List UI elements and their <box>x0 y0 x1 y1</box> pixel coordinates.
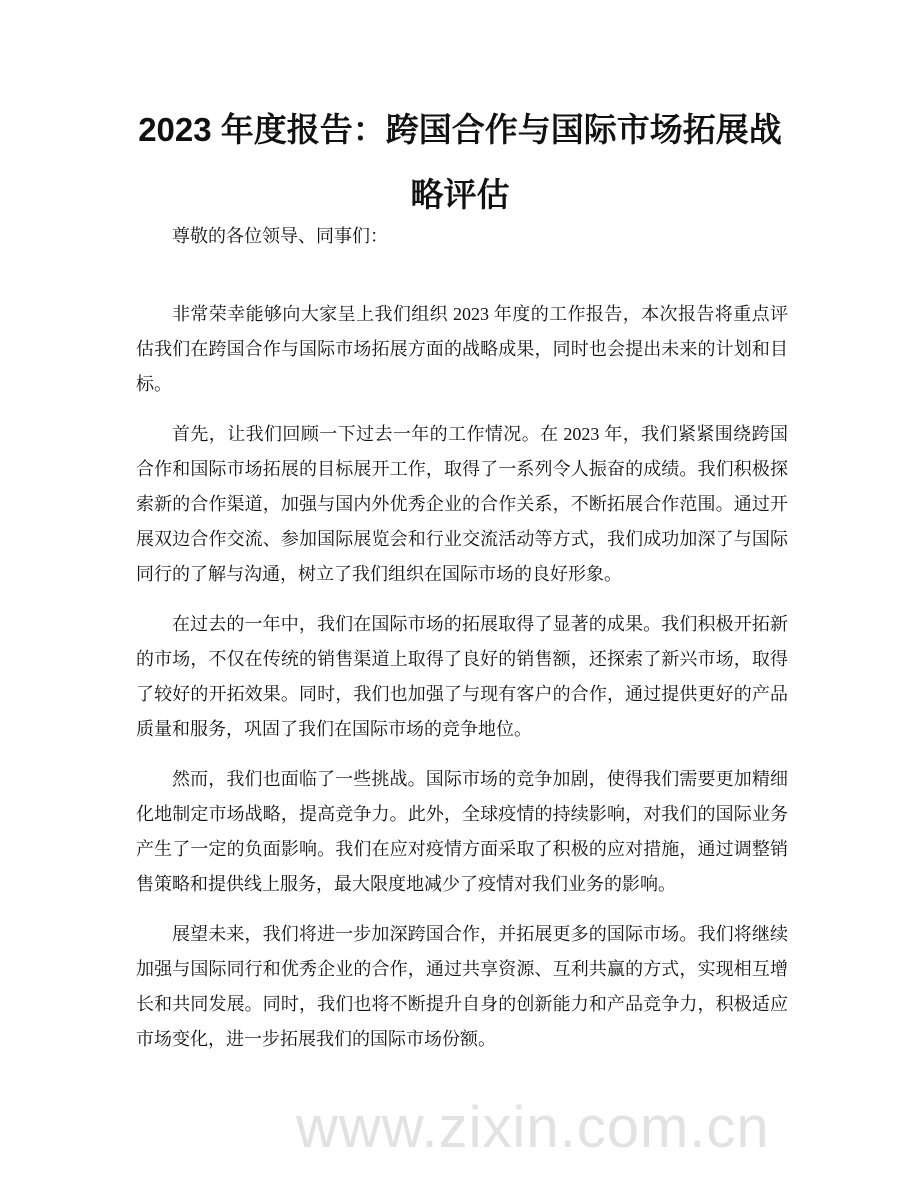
paragraph-line: 展双边合作交流、参加国际展览会和行业交流活动等方式，我们成功加深了与国际 <box>136 529 788 549</box>
paragraph-line: 在过去的一年中，我们在国际市场的拓展取得了显著的成果。我们积极开拓新 <box>172 614 788 634</box>
paragraphs <box>136 297 788 1072</box>
salutation: 尊敬的各位领导、同事们： <box>172 226 388 246</box>
paragraph-line: 市场变化，进一步拓展我们的国际市场份额。 <box>136 1029 496 1049</box>
title-line: 2023 年度报告：跨国合作与国际市场拓展战 <box>138 111 782 148</box>
paragraph-line: 同行的了解与沟通，树立了我们组织在国际市场的良好形象。 <box>136 564 622 584</box>
paragraph-line: 质量和服务，巩固了我们在国际市场的竞争地位。 <box>136 719 532 739</box>
paragraph-line: 索新的合作渠道，加强与国内外优秀企业的合作关系，不断拓展合作范围。通过开 <box>136 494 788 514</box>
paragraph-line: 标。 <box>136 374 172 394</box>
paragraph <box>136 762 788 902</box>
paragraph-line: 售策略和提供线上服务，最大限度地减少了疫情对我们业务的影响。 <box>136 874 676 894</box>
paragraph-line: 长和共同发展。同时，我们也将不断提升自身的创新能力和产品竞争力，积极适应 <box>136 994 788 1014</box>
paragraph-line: 了较好的开拓效果。同时，我们也加强了与现有客户的合作，通过提供更好的产品 <box>136 684 788 704</box>
paragraph-line: 化地制定市场战略，提高竞争力。此外，全球疫情的持续影响，对我们的国际业务 <box>136 804 788 824</box>
paragraph-line: 首先，让我们回顾一下过去一年的工作情况。在 2023 年，我们紧紧围绕跨国 <box>172 424 788 444</box>
title-line: 略评估 <box>410 176 510 213</box>
paragraph <box>136 417 788 592</box>
watermark: www.zixin.com.cn <box>296 1095 770 1160</box>
paragraph-line: 估我们在跨国合作与国际市场拓展方面的战略成果，同时也会提出未来的计划和目 <box>136 339 788 359</box>
paragraph-line: 产生了一定的负面影响。我们在应对疫情方面采取了积极的应对措施，通过调整销 <box>136 839 788 859</box>
paragraph-line: 的市场，不仅在传统的销售渠道上取得了良好的销售额，还探索了新兴市场，取得 <box>136 649 788 669</box>
paragraph <box>136 297 788 402</box>
paragraph-line: 展望未来，我们将进一步加深跨国合作，并拓展更多的国际市场。我们将继续 <box>172 924 788 944</box>
paragraph-line: 非常荣幸能够向大家呈上我们组织 2023 年度的工作报告，本次报告将重点评 <box>172 304 788 324</box>
paragraph-line: 加强与国际同行和优秀企业的合作，通过共享资源、互利共赢的方式，实现相互增 <box>136 959 788 979</box>
paragraph <box>136 917 788 1057</box>
paragraph-line: 然而，我们也面临了一些挑战。国际市场的竞争加剧，使得我们需要更加精细 <box>172 769 788 789</box>
document-title <box>100 97 820 227</box>
paragraph <box>136 607 788 747</box>
paragraph-line: 合作和国际市场拓展的目标展开工作，取得了一系列令人振奋的成绩。我们积极探 <box>136 459 788 479</box>
